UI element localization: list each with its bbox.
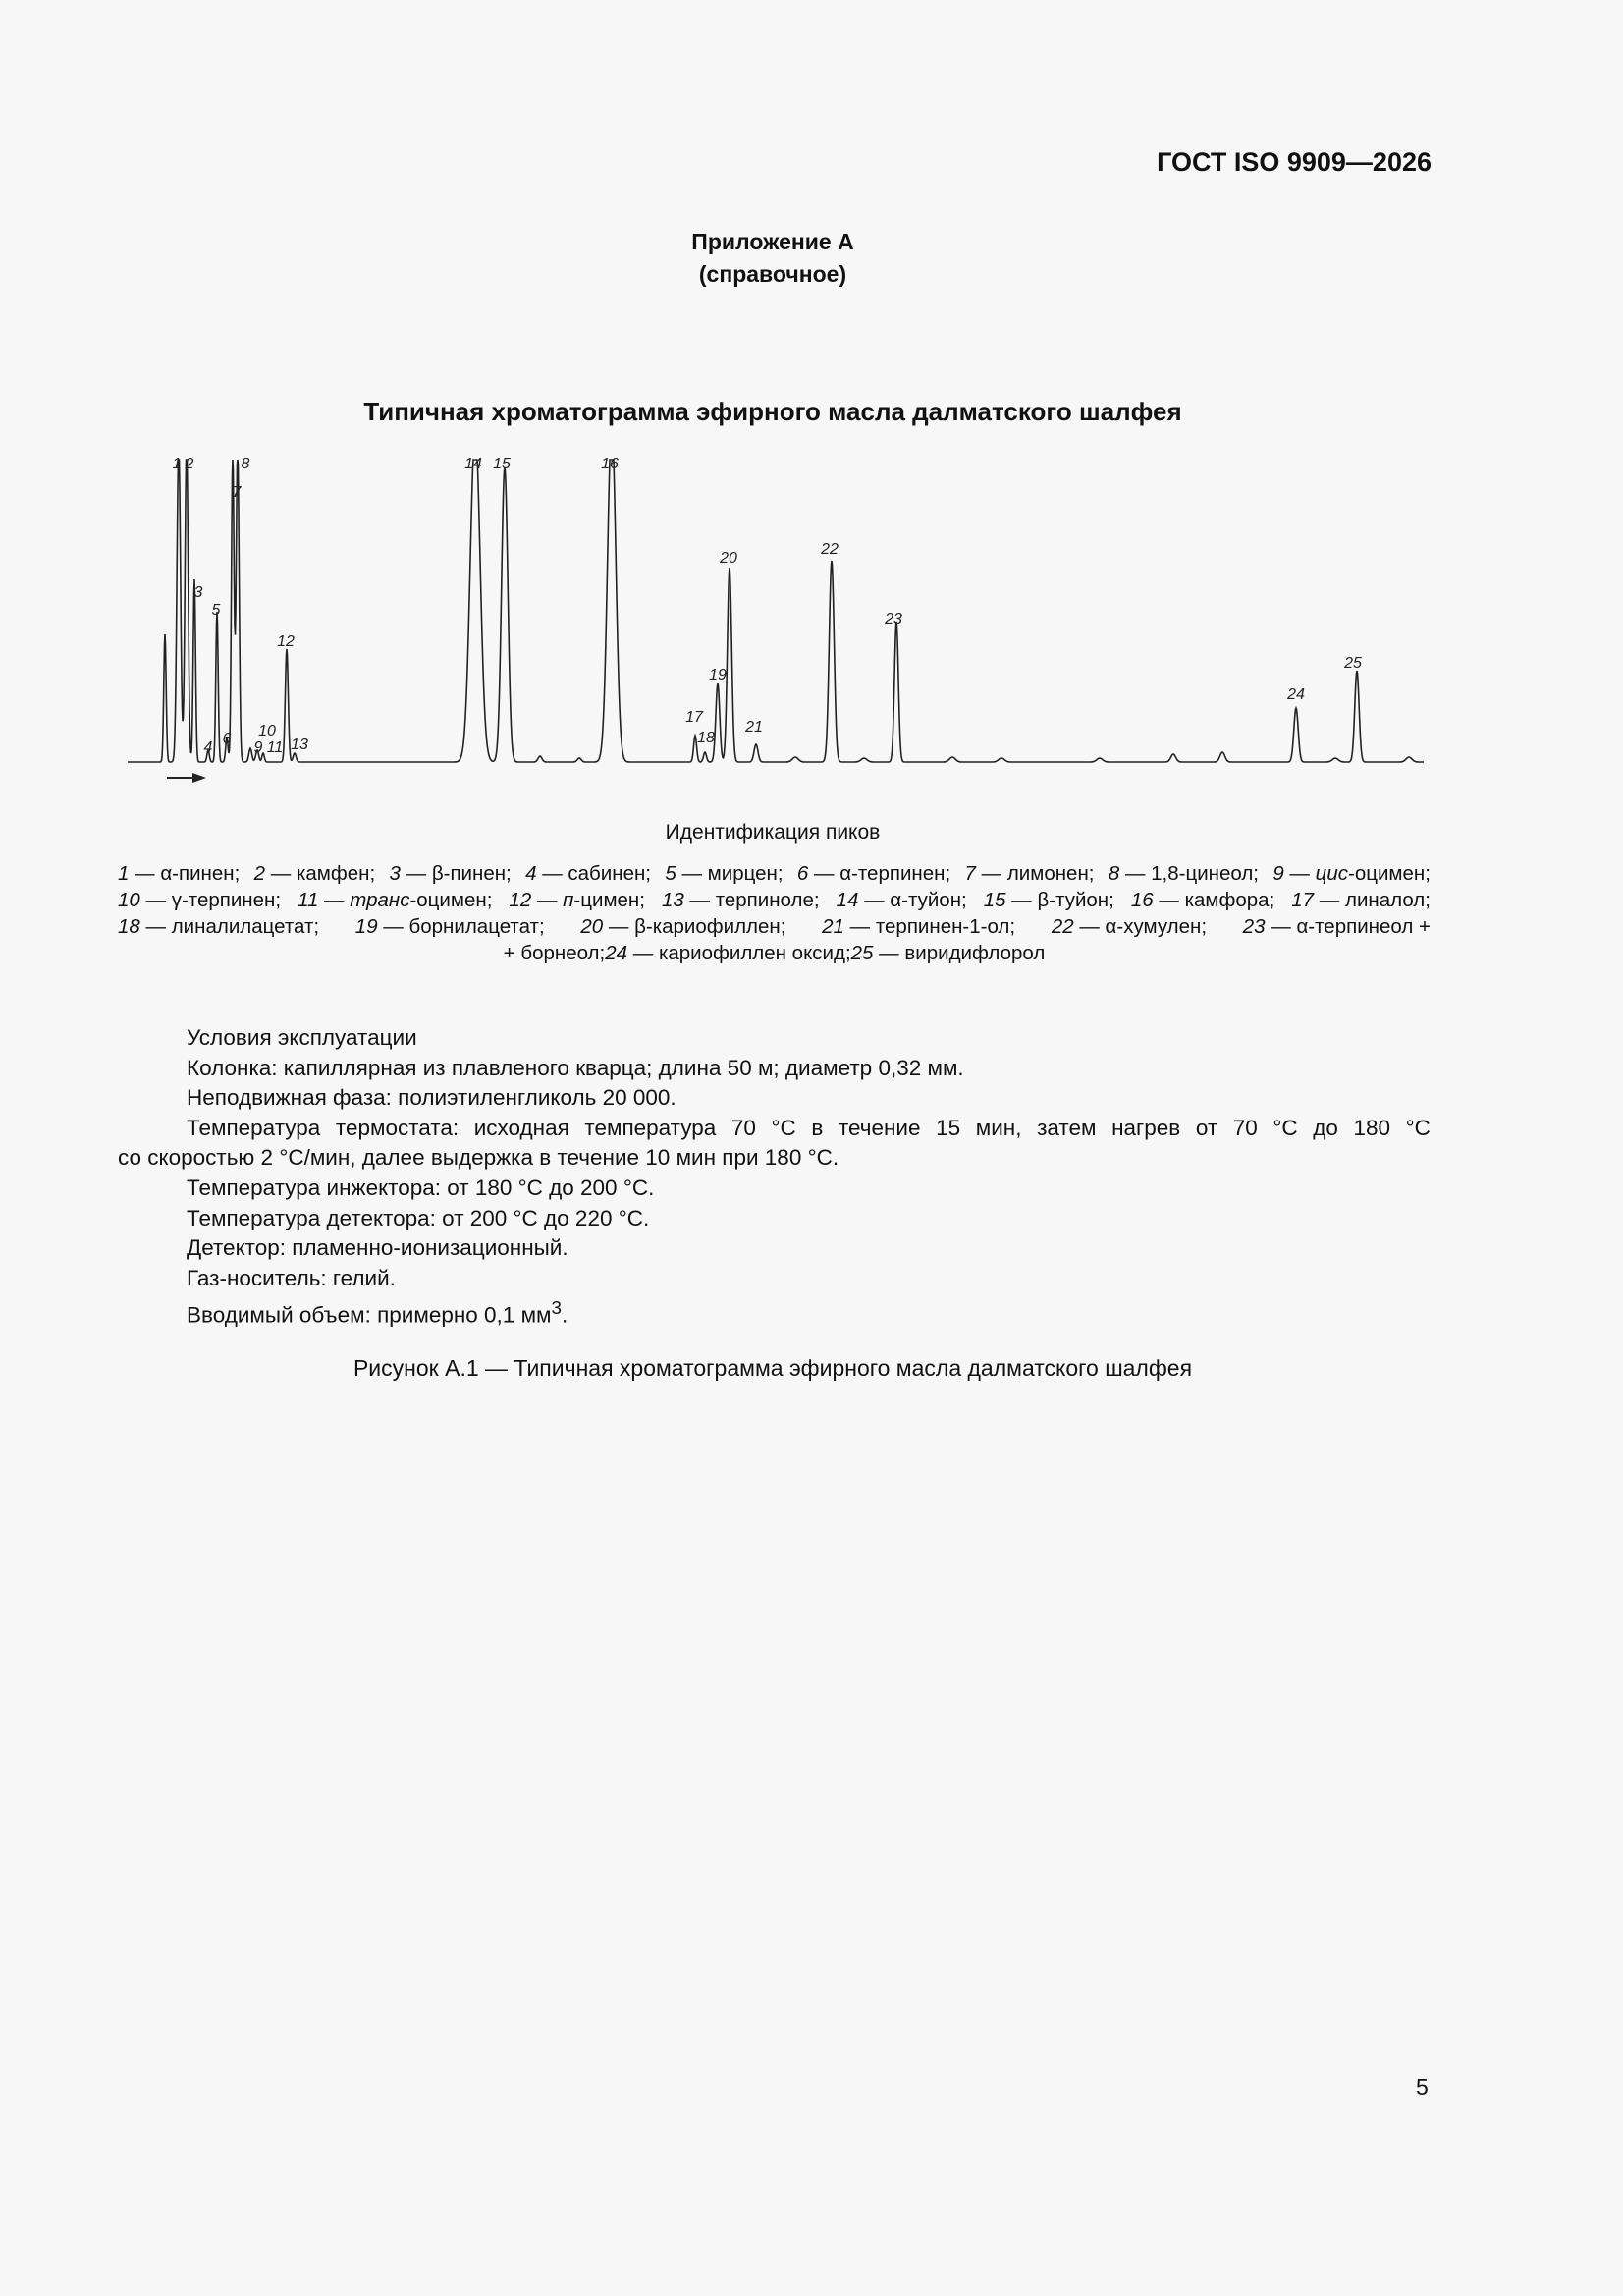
conditions-heading: Условия эксплуатации xyxy=(187,1025,417,1050)
peak-label: 23 xyxy=(885,611,902,628)
detector-type: Детектор: пламенно-ионизационный. xyxy=(187,1235,568,1261)
page-number: 5 xyxy=(1416,2074,1429,2100)
legend-line xyxy=(118,913,1431,940)
legend-item-number: 14 xyxy=(836,889,859,911)
injection-volume-superscript: 3 xyxy=(551,1297,562,1319)
peak-label: 19 xyxy=(709,667,727,683)
peak-label: 9 xyxy=(253,739,263,756)
document-code: ГОСТ ISO 9909—2026 xyxy=(1157,147,1432,177)
peak-label: 6 xyxy=(222,731,232,747)
legend-item-number: 20 xyxy=(580,915,604,938)
legend-item: 18 — линалилацетат; xyxy=(118,915,320,938)
legend-item: 24 — кариофиллен оксид; xyxy=(605,942,851,964)
legend-item-text: β-туйон xyxy=(1037,889,1109,911)
legend-item-text: терпинен-1-ол xyxy=(875,915,1010,938)
legend-item: 12 — п-цимен; xyxy=(509,889,645,911)
chromatogram xyxy=(118,442,1438,795)
oven-line-word: до xyxy=(1313,1115,1338,1140)
detector-temperature: Температура детектора: от 200 °С до 220 °С. xyxy=(187,1205,650,1230)
legend-item-number: 3 xyxy=(389,862,401,885)
legend-item: 3 — β-пинен; xyxy=(389,862,512,885)
legend-item: 11 — транс-оцимен; xyxy=(298,889,493,911)
legend-item-text: α-хумулен xyxy=(1105,915,1202,938)
legend-item: 1 — α-пинен; xyxy=(118,862,241,885)
injection-volume-end: . xyxy=(561,1302,568,1328)
legend-item-number: 11 xyxy=(298,889,319,911)
legend-item-number: 1 xyxy=(118,862,130,885)
legend-item-number: 22 xyxy=(1051,915,1074,938)
injection-volume-text: Вводимый объем: примерно 0,1 мм xyxy=(187,1302,552,1328)
legend-item-text: линалол xyxy=(1345,889,1426,911)
legend-item-text: линалилацетат xyxy=(171,915,314,938)
peak-label: 22 xyxy=(821,541,839,558)
legend-item: 7 — лимонен; xyxy=(964,862,1095,885)
oven-line-word: исходная xyxy=(473,1115,569,1140)
peak-label: 1 xyxy=(172,456,182,472)
peak-label: 24 xyxy=(1287,686,1305,703)
legend-item-number: 6 xyxy=(796,862,809,885)
legend-line xyxy=(118,940,1431,966)
legend-item-number: 8 xyxy=(1108,862,1120,885)
column-spec: Колонка: капиллярная из плавленого кварца; длина 50 м; диаметр 0,32 мм. xyxy=(187,1055,964,1080)
legend-item-text: камфора xyxy=(1184,889,1270,911)
legend-item-number: 12 xyxy=(509,889,532,911)
peak-label: 25 xyxy=(1344,655,1362,672)
peak-label: 17 xyxy=(685,709,703,726)
legend-item-text: лимонен xyxy=(1006,862,1089,885)
legend-item-text: борнилацетат xyxy=(408,915,539,938)
figure-title: Типичная хроматограмма эфирного масла далматского шалфея xyxy=(363,397,1182,426)
oven-line-word: °С xyxy=(1405,1115,1431,1140)
legend-item: 19 — борнилацетат; xyxy=(354,915,545,938)
peak-label: 12 xyxy=(277,633,295,650)
legend-item-number: 9 xyxy=(1272,862,1284,885)
peak-label: 4 xyxy=(203,739,213,756)
legend-item-number: 16 xyxy=(1130,889,1154,911)
legend-item-text: виридифлорол xyxy=(904,942,1046,964)
figure-caption: Рисунок А.1 — Типичная хроматограмма эфирного масла далматского шалфея xyxy=(352,1355,1193,1381)
chromatogram-trace xyxy=(128,460,1424,762)
legend-item-number: 19 xyxy=(354,915,378,938)
legend-item-text: α-терпинен xyxy=(839,862,946,885)
annex-title: Приложение А xyxy=(691,229,854,254)
legend-item: 17 — линалол; xyxy=(1291,889,1431,911)
peak-label: 16 xyxy=(601,456,619,472)
legend-item: 25 — виридифлорол xyxy=(850,942,1046,964)
legend-item-number: 7 xyxy=(964,862,976,885)
peak-label: 21 xyxy=(745,719,763,736)
legend-item-number: 13 xyxy=(661,889,684,911)
oven-line-word: 180 xyxy=(1353,1115,1391,1140)
injector-temperature: Температура инжектора: от 180 °С до 200 °С. xyxy=(187,1175,655,1200)
legend-item-text: кариофиллен оксид xyxy=(658,942,845,964)
legend-item-text: камфен xyxy=(296,862,370,885)
legend-item: 16 — камфора; xyxy=(1130,889,1275,911)
legend-item: + борнеол; xyxy=(503,942,606,964)
peak-label: 20 xyxy=(720,550,737,567)
oven-line-word: от xyxy=(1195,1115,1218,1140)
oven-line-word: 70 xyxy=(1232,1115,1258,1140)
carrier-gas: Газ-носитель: гелий. xyxy=(187,1265,396,1290)
legend-item-text: -оцимен xyxy=(1348,862,1426,885)
oven-temperature-line1 xyxy=(118,1114,1431,1144)
legend-item-text: терпиноле xyxy=(715,889,814,911)
oven-line-word: затем xyxy=(1037,1115,1097,1140)
oven-line-word: температура xyxy=(584,1115,717,1140)
peak-label: 14 xyxy=(464,456,482,472)
legend-item-text: мирцен xyxy=(707,862,778,885)
peak-label: 11 xyxy=(266,739,284,756)
legend-item-number: 23 xyxy=(1242,915,1266,938)
legend-item-italic: цис xyxy=(1315,862,1349,885)
oven-line-word: в xyxy=(811,1115,824,1140)
legend-item: 4 — сабинен; xyxy=(525,862,651,885)
legend-item-number: 15 xyxy=(983,889,1006,911)
peak-label: 15 xyxy=(493,456,511,472)
legend-item-number: 25 xyxy=(850,942,874,964)
oven-line-word: нагрев xyxy=(1111,1115,1181,1140)
legend-item: 14 — α-туйон; xyxy=(836,889,967,911)
oven-line-word: термостата: xyxy=(335,1115,460,1140)
legend-item-italic: п xyxy=(563,889,574,911)
peak-label: 10 xyxy=(258,723,276,739)
oven-temperature-line2: со скоростью 2 °С/мин, далее выдержка в течение 10 мин при 180 °С. xyxy=(118,1145,839,1171)
oven-line-word: течение xyxy=(838,1115,921,1140)
oven-line-word: мин, xyxy=(975,1115,1022,1140)
legend-item-text: β-пинен xyxy=(431,862,507,885)
peak-label: 2 xyxy=(185,456,194,472)
legend-item-text: -оцимен xyxy=(409,889,487,911)
oven-line-word: 15 xyxy=(936,1115,961,1140)
legend-item: 20 — β-кариофиллен; xyxy=(580,915,786,938)
injection-volume xyxy=(118,1293,1431,1331)
peak-label: 3 xyxy=(193,584,203,601)
legend-line xyxy=(118,860,1431,887)
operating-conditions xyxy=(118,1023,1431,1331)
legend-item: 22 — α-хумулен; xyxy=(1051,915,1208,938)
peak-identification-legend xyxy=(118,860,1431,966)
legend-item: 15 — β-туйон; xyxy=(983,889,1114,911)
legend-item-number: 17 xyxy=(1291,889,1315,911)
legend-item: 9 — цис-оцимен; xyxy=(1272,862,1431,885)
peak-label: 18 xyxy=(697,730,715,746)
legend-item-text: α-туйон xyxy=(890,889,962,911)
legend-item-number: 5 xyxy=(665,862,676,885)
direction-arrow-head xyxy=(192,773,206,783)
legend-item-text: β-кариофиллен xyxy=(634,915,781,938)
annex-heading xyxy=(0,226,1545,291)
legend-item: 6 — α-терпинен; xyxy=(796,862,951,885)
legend-item: 5 — мирцен; xyxy=(665,862,784,885)
oven-line-word: °С xyxy=(1272,1115,1298,1140)
legend-item-number: 2 xyxy=(253,862,266,885)
oven-line-word: Температура xyxy=(187,1115,321,1140)
legend-item: 8 — 1,8-цинеол; xyxy=(1108,862,1259,885)
stationary-phase: Неподвижная фаза: полиэтиленгликоль 20 000. xyxy=(187,1085,676,1111)
legend-item-text: сабинен xyxy=(568,862,646,885)
legend-item: 10 — γ-терпинен; xyxy=(118,889,282,911)
legend-item-text: α-пинен xyxy=(160,862,235,885)
legend-item: 21 — терпинен-1-ол; xyxy=(822,915,1016,938)
legend-item-italic: транс xyxy=(350,889,410,911)
legend-item: 13 — терпиноле; xyxy=(661,889,820,911)
peak-label: 5 xyxy=(211,602,221,619)
peak-label: 13 xyxy=(291,737,308,753)
legend-line xyxy=(118,887,1431,913)
legend-item-number: 21 xyxy=(822,915,844,938)
legend-item-text: γ-терпинен xyxy=(171,889,276,911)
legend-item-text: α-терпинеол + xyxy=(1296,915,1431,938)
legend-item-number: 4 xyxy=(525,862,537,885)
legend-item: 23 — α-терпинеол + xyxy=(1242,915,1431,938)
oven-line-word: °С xyxy=(771,1115,796,1140)
peak-label: 8 xyxy=(241,456,250,472)
chromatogram-plot xyxy=(118,442,1438,795)
oven-line-word: 70 xyxy=(730,1115,756,1140)
annex-subtitle: (справочное) xyxy=(698,261,847,287)
legend-item-number: 24 xyxy=(605,942,628,964)
legend-item-text: 1,8-цинеол xyxy=(1151,862,1254,885)
legend-item-number: 18 xyxy=(118,915,140,938)
peak-identification-heading: Идентификация пиков xyxy=(665,821,881,844)
legend-item-text: -цимен xyxy=(573,889,640,911)
peak-label: 7 xyxy=(232,484,242,501)
legend-item: 2 — камфен; xyxy=(253,862,376,885)
legend-item-number: 10 xyxy=(118,889,140,911)
legend-item-prefix: + xyxy=(503,942,521,964)
legend-item-text: борнеол xyxy=(520,942,600,964)
